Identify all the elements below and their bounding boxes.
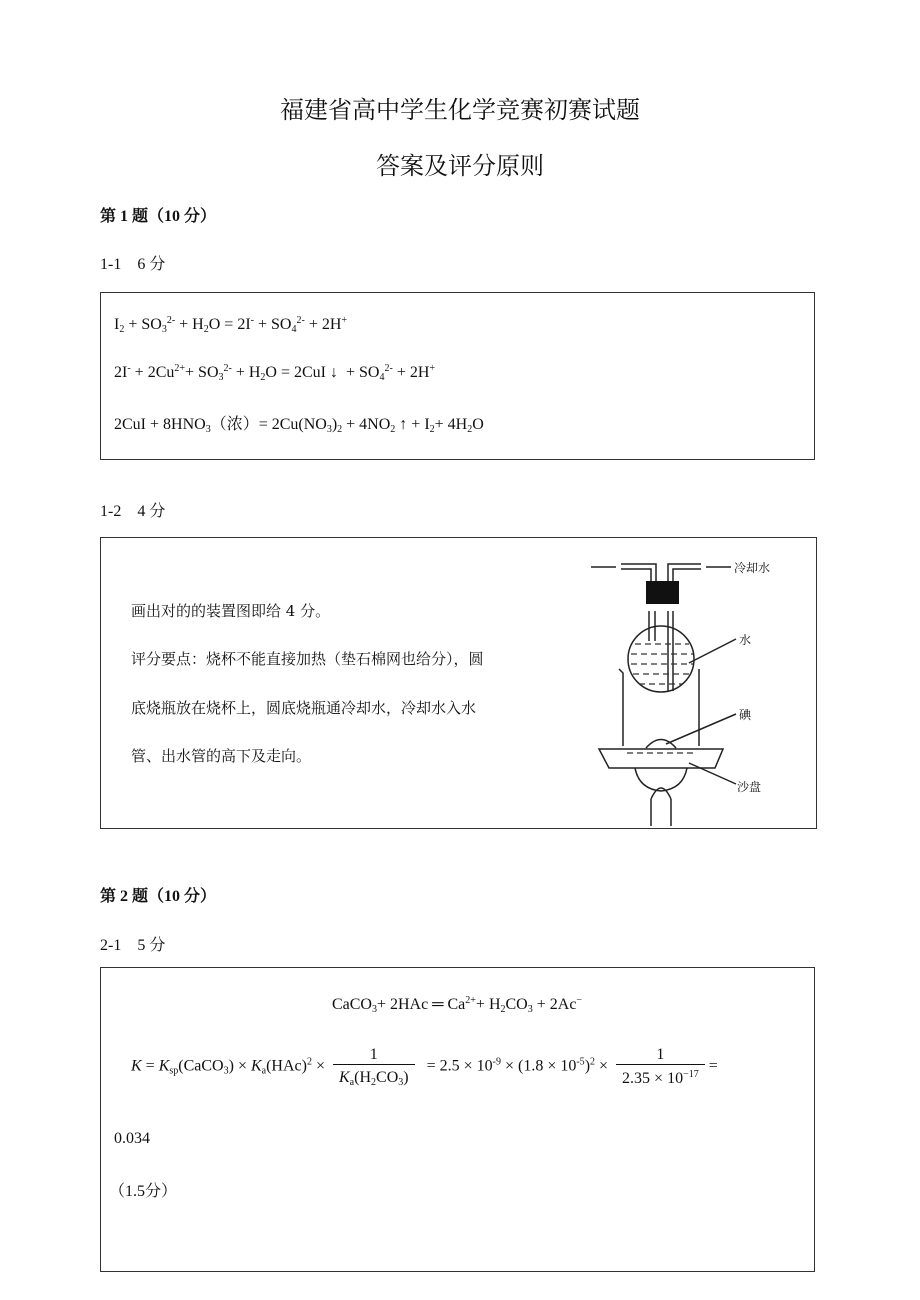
iodine-pile <box>646 740 676 749</box>
sand-tray-label: 沙盘 <box>737 780 762 794</box>
grading-line-1: 画出对的的装置图即给 4 分。 <box>131 602 331 620</box>
document-title: 福建省高中学生化学竞赛初赛试题 <box>280 96 640 124</box>
answer-box-1-1 <box>100 292 815 460</box>
part-1-2-label: 1-2 4 分 <box>100 503 166 520</box>
sand-tray <box>599 749 723 768</box>
k-result: 0.034 <box>114 1130 150 1147</box>
part-2-1-label: 2-1 5 分 <box>100 937 166 954</box>
sublimation-apparatus-diagram <box>571 541 811 826</box>
reaction-equation: CaCO$_3$+ 2HAc ═ $Ca^{2+}+ H_2CO_3 + 2Ac^-$ <box>331 995 583 1015</box>
document-subtitle: 答案及评分原则 <box>376 152 544 180</box>
equation-3: $2CuI + 8HNO_3$（浓）= $2Cu(NO_3)_2 + 4NO_2$ ↑ + $I_2+ 4H_2O$ <box>114 416 484 435</box>
question-2-heading: 第 2 题（10 分） <box>100 888 217 905</box>
equation-2: $2I^- + 2Cu^{2+}+ SO_3^{2-} + H_2O = 2CuI$ ↓ + $SO_4^{2-} + 2H^+$ <box>114 363 436 383</box>
grading-line-3: 底烧瓶放在烧杯上，圆底烧瓶通冷却水，冷却水入水 <box>131 699 477 717</box>
equilibrium-constant-expression: $K = K_{sp}(CaCO_3) \times K_a(HAc)^2$ × $\frac{1}{K_a(H_2CO_3)}$ = $2.5 \times 10^{-9} \times (1.8 \times 10^{-5})^2$ × $\frac{1}{2.35 \times 10^{-17}}$ = <box>131 1046 718 1088</box>
answer-box-1-2 <box>100 537 817 829</box>
grading-line-2: 评分要点：烧杯不能直接加热（垫石棉网也给分），圆 <box>131 650 484 668</box>
round-bottom-flask <box>628 626 694 692</box>
water-label: 水 <box>739 633 752 647</box>
rubber-stopper <box>646 581 679 604</box>
score-note: （1.5分） <box>109 1183 178 1200</box>
question-1-heading: 第 1 题（10 分） <box>100 208 217 225</box>
coolant-label: 冷却水 <box>734 561 771 575</box>
equation-1: $I_2 + SO_3^{2-} + H_2O = 2I^- + SO_4^{2-} + 2H^+$ <box>114 315 348 335</box>
grading-line-4: 管、出水管的高下及走向。 <box>131 747 312 765</box>
iodine-label: 碘 <box>739 708 752 722</box>
part-1-1-label: 1-1 6 分 <box>100 256 166 273</box>
answer-box-2-1 <box>100 967 815 1272</box>
